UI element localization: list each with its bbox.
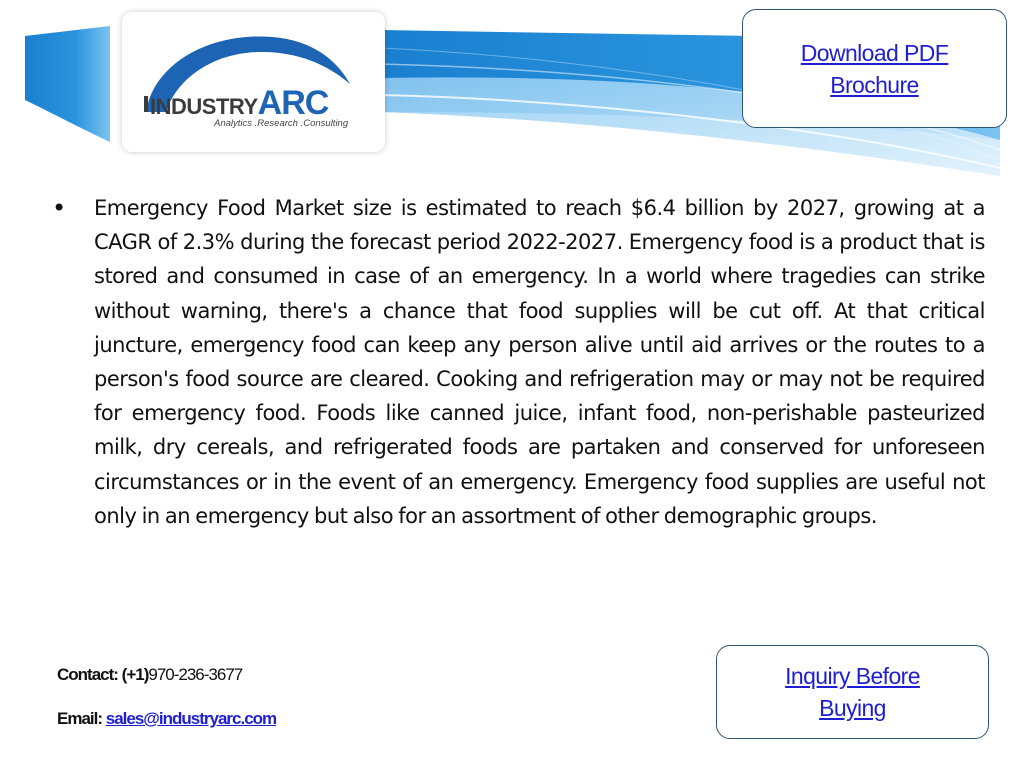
inquiry-line2: Buying [819,695,886,721]
logo-tagline: Analytics .Research .Consulting [214,118,349,129]
download-brochure-line1: Download PDF [800,39,949,66]
email-label: Email: [57,709,103,728]
market-description: Emergency Food Market size is estimated to reach $6.4 billion by 2027, growing at a CAGR of 2.3% during the forecast period 2022-2027. Emergency food is a product that is stored and consumed in case of an emergency. In a world where tragedies can strike without warning, there's a chance that food supplies will be cut off. At that critical juncture, emergency food can keep any person alive until aid arrives or the routes to a person's food source are cleared. Cooking and refrigeration may or may not be required for emergency food. Foods like canned juice, infant food, non-perishable pasteurized milk, dry cereals, and refrigerated foods are partaken and conserved for unforeseen circumstances or in the event of an emergency. Emergency food supplies are useful not only in an emergency but also for an assortment of other demographic groups. [94,196,985,528]
download-brochure-line2: Brochure [830,71,919,98]
contact-label: Contact: (+1) [57,665,149,684]
logo-text-industry: INDUSTRY [150,94,258,119]
bullet-point: • [52,194,67,222]
contact-line [57,665,242,685]
inquiry-line1: Inquiry Before [785,663,920,689]
contact-phone: 970-236-3677 [148,665,243,684]
email-line [57,709,276,729]
inquiry-box[interactable] [716,645,989,739]
logo-arc-icon [122,12,385,152]
inquiry-before-buying-link[interactable] [785,660,920,724]
logo-text-arc: ARC [257,84,329,122]
email-link[interactable]: sales@industryarc.com [105,709,277,728]
logo-card [122,12,385,152]
download-brochure-link[interactable] [801,37,948,101]
download-brochure-box[interactable] [742,9,1007,128]
